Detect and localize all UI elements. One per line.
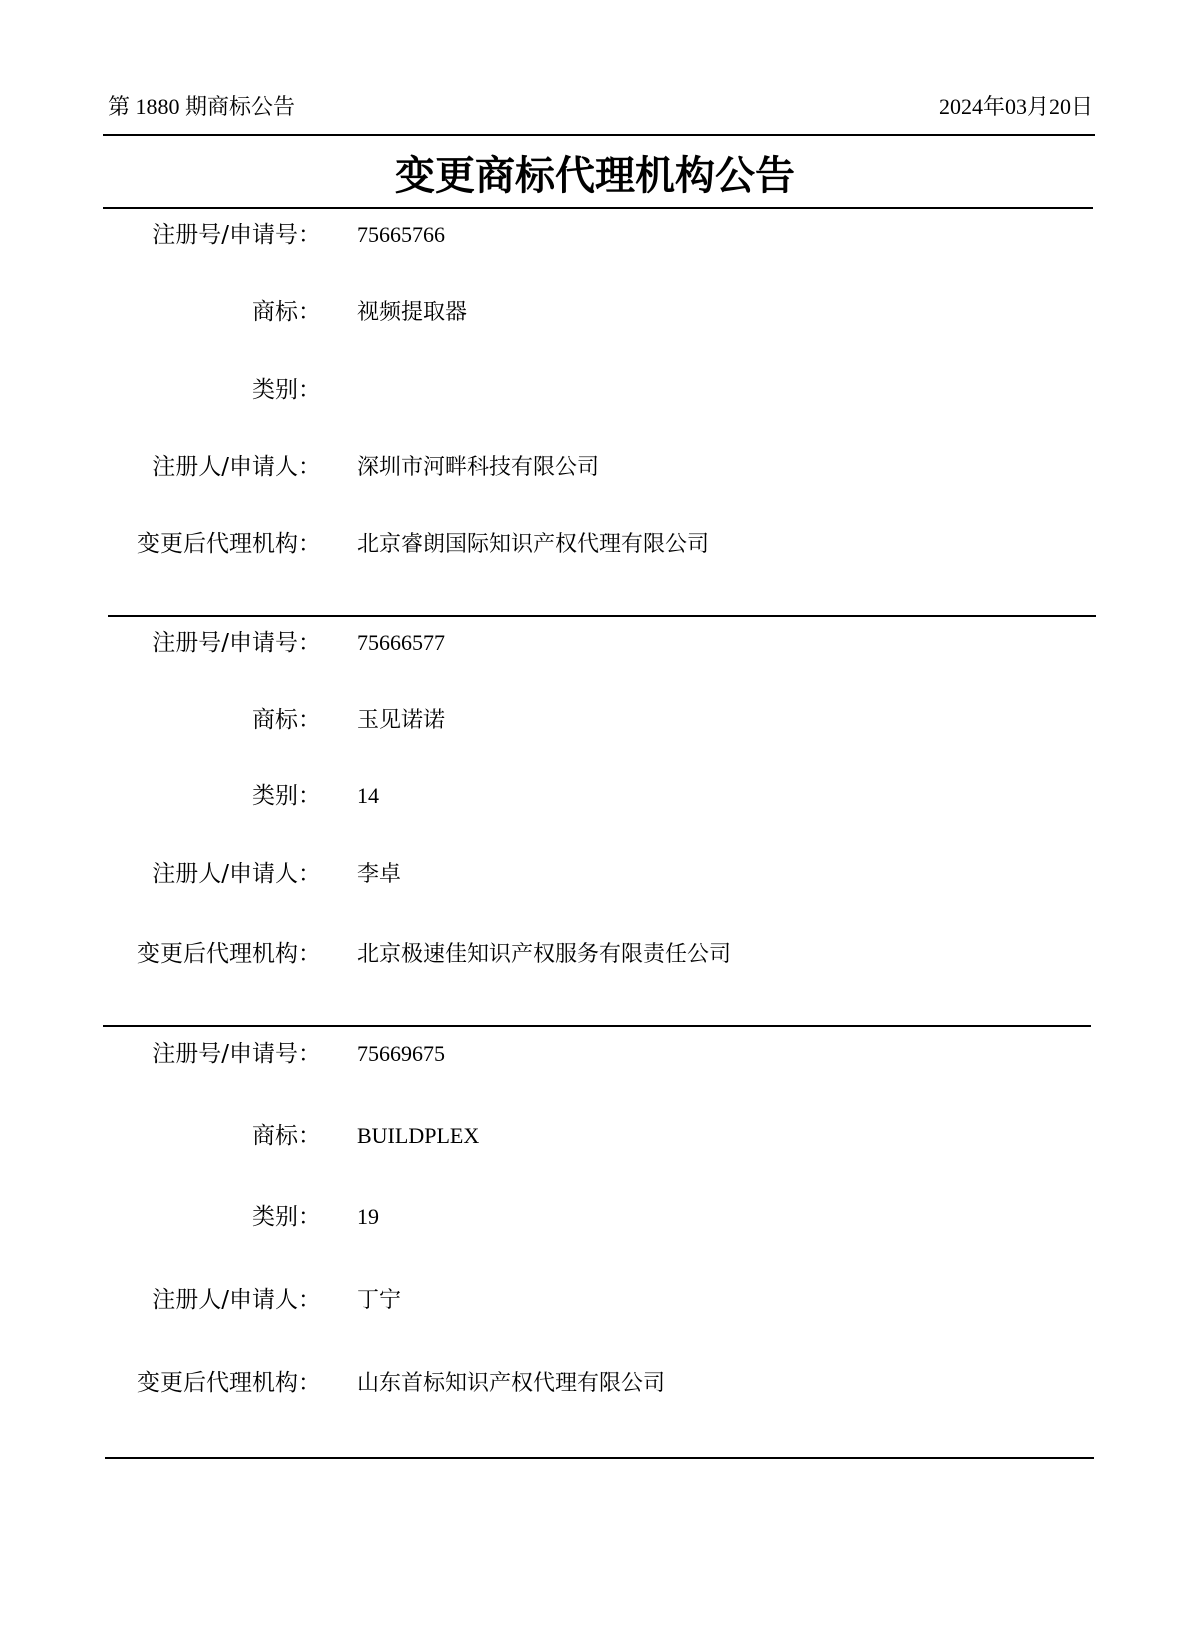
new-agency-value: 北京极速佳知识产权服务有限责任公司 [357,941,732,966]
trademark-value: 玉见诺诺 [357,707,446,732]
class-row [0,1202,1190,1232]
class-value: 19 [357,1204,379,1229]
applicant-value: 深圳市河畔科技有限公司 [357,454,600,479]
new-agency-row [0,939,1190,969]
trademark-label: 商标： [252,1123,321,1149]
trademark-row [0,1121,1190,1151]
new-agency-label: 变更后代理机构： [137,1370,321,1396]
reg-no-value: 75666577 [357,630,445,655]
record-divider [105,1457,1094,1459]
reg-no-value: 75669675 [357,1041,445,1066]
reg-no-label: 注册号/申请号： [152,1041,321,1067]
trademark-row [0,297,1190,327]
new-agency-value: 北京睿朗国际知识产权代理有限公司 [357,531,710,556]
reg-no-row [0,628,1190,658]
applicant-value: 丁宁 [357,1287,402,1312]
new-agency-row [0,1368,1190,1398]
class-label: 类别： [252,1204,321,1230]
applicant-label: 注册人/申请人： [152,454,321,480]
trademark-label: 商标： [252,707,321,733]
class-label: 类别： [252,783,321,809]
trademark-value: 视频提取器 [357,299,468,324]
reg-no-row [0,1039,1190,1069]
new-agency-label: 变更后代理机构： [137,941,321,967]
applicant-row [0,1285,1190,1315]
new-agency-row [0,529,1190,559]
new-agency-label: 变更后代理机构： [137,531,321,557]
trademark-label: 商标： [252,299,321,325]
applicant-row [0,452,1190,482]
new-agency-value: 山东首标知识产权代理有限公司 [357,1370,666,1395]
applicant-row [0,859,1190,889]
reg-no-label: 注册号/申请号： [152,630,321,656]
reg-no-row [0,220,1190,250]
title-divider [103,207,1093,209]
issue-number: 第 1880 期商标公告 [108,94,296,119]
record-divider [108,615,1096,617]
applicant-label: 注册人/申请人： [152,861,321,887]
page-title: 变更商标代理机构公告 [395,152,795,199]
trademark-row [0,705,1190,735]
class-value: 14 [357,783,379,808]
reg-no-value: 75665766 [357,222,445,247]
header-divider [103,134,1095,136]
class-row [0,781,1190,811]
record-divider [103,1025,1091,1027]
class-label: 类别： [252,377,321,403]
applicant-value: 李卓 [357,861,402,886]
publication-date: 2024年03月20日 [938,94,1093,119]
applicant-label: 注册人/申请人： [152,1287,321,1313]
trademark-value: BUILDPLEX [357,1123,480,1148]
reg-no-label: 注册号/申请号： [152,222,321,248]
class-row [0,375,1190,405]
